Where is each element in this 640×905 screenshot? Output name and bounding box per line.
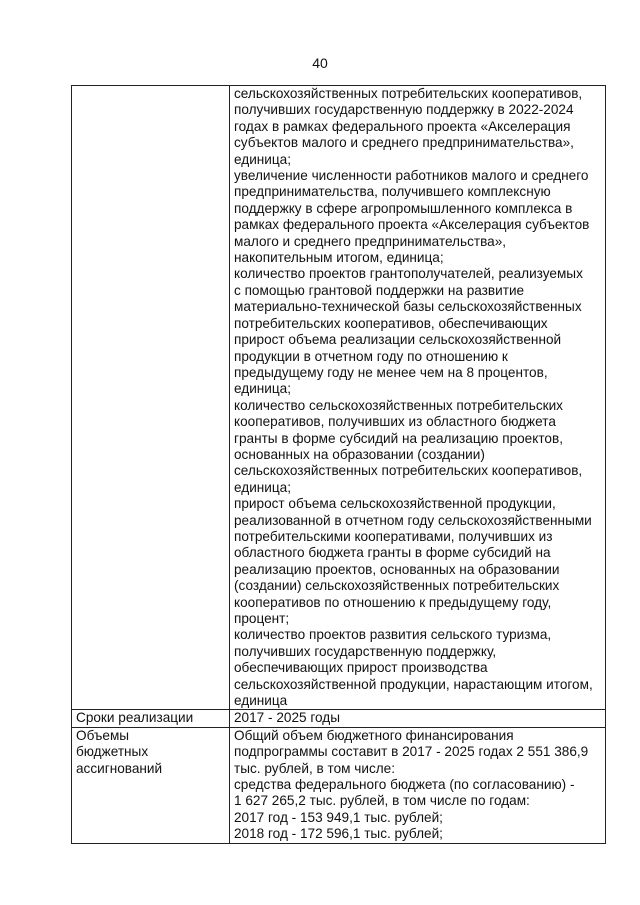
text-line: основанных на образовании (создании) xyxy=(234,446,485,462)
text-line: получивших государственную поддержку в 2022-2024 xyxy=(234,102,574,118)
table-row-indicators xyxy=(72,86,606,710)
text-line: прирост объема реализации сельскохозяйственной xyxy=(234,332,562,348)
text-line: сельскохозяйственных потребительских кооперативов, xyxy=(234,463,583,479)
row-value-cell xyxy=(230,727,606,843)
text-line: предпринимательства, получившего комплексную xyxy=(234,184,551,200)
text-line: малого и среднего предпринимательства», xyxy=(234,233,507,249)
text-line: продукции в отчетном году по отношению к xyxy=(234,348,508,364)
text-line: (создании) сельскохозяйственных потребительских xyxy=(234,578,560,594)
text-line: 1 627 265,2 тыс. рублей, в том числе по годам: xyxy=(234,793,530,809)
text-line: предыдущему году не менее чем на 8 процентов, xyxy=(234,364,548,380)
row-label-cell xyxy=(72,727,230,843)
text-line: тыс. рублей, в том числе: xyxy=(234,760,396,776)
text-line: ассигнований xyxy=(76,760,163,776)
text-line: получивших государственную поддержку, xyxy=(234,643,497,659)
text-line: единица; xyxy=(234,381,292,397)
text-line: увеличение численности работников малого и среднего xyxy=(234,168,589,184)
subprogram-passport-table xyxy=(71,85,606,844)
text-line: бюджетных xyxy=(76,744,149,760)
text-line: материально-технической базы сельскохозяйственных xyxy=(234,299,582,315)
text-line: единица; xyxy=(234,479,292,495)
text-line: количество проектов грантополучателей, реализуемых xyxy=(234,266,583,282)
text-line: количество проектов развития сельского туризма, xyxy=(234,627,552,643)
text-line: 2018 год - 172 596,1 тыс. рублей; xyxy=(234,826,443,842)
text-line: потребительскими кооперативами, получивших из xyxy=(234,528,553,544)
text-line: реализацию проектов, основанных на образовании xyxy=(234,561,560,577)
text-line: единица xyxy=(234,693,288,709)
text-line: подпрограммы составит в 2017 - 2025 годах 2 551 386,9 xyxy=(234,744,589,760)
text-line: кооперативов, получивших из областного бюджета xyxy=(234,414,556,430)
text-line: единица; xyxy=(234,151,292,167)
text-line: средства федерального бюджета (по согласованию) - xyxy=(234,777,575,793)
text-line: реализованной в отчетном году сельскохозяйственными xyxy=(234,512,592,528)
text-line: областного бюджета гранты в форме субсидий на xyxy=(234,545,551,561)
text-line: рамках федерального проекта «Акселерация субъектов xyxy=(234,217,590,233)
row-label-cell xyxy=(72,710,230,727)
text-line: субъектов малого и среднего предпринимательства», xyxy=(234,135,574,151)
text-line: 2017 год - 153 949,1 тыс. рублей; xyxy=(234,809,443,825)
row-value-cell xyxy=(230,710,606,727)
text-line: количество сельскохозяйственных потребительских xyxy=(234,397,563,413)
table-row-implementation-period xyxy=(72,710,606,727)
row-value-cell xyxy=(230,86,606,710)
row-label-cell xyxy=(72,86,230,710)
page-number: 40 xyxy=(312,55,328,71)
text-line: сельскохозяйственных потребительских кооперативов, xyxy=(234,86,583,101)
text-line: годах в рамках федерального проекта «Акселерация xyxy=(234,118,571,134)
text-line: Сроки реализации xyxy=(76,710,194,726)
text-line: накопительным итогом, единица; xyxy=(234,250,444,266)
text-line: гранты в форме субсидий на реализацию проектов, xyxy=(234,430,563,446)
text-line: поддержку в сфере агропромышленного комплекса в xyxy=(234,200,573,216)
text-line: потребительских кооперативов, обеспечивающих xyxy=(234,315,548,331)
text-line: Общий объем бюджетного финансирования xyxy=(234,727,514,743)
text-line: 2017 - 2025 годы xyxy=(234,710,340,726)
table-row-budget-allocations xyxy=(72,727,606,843)
text-line: прирост объема сельскохозяйственной продукции, xyxy=(234,496,556,512)
text-line: процент; xyxy=(234,611,290,626)
text-line: Объемы xyxy=(76,727,130,743)
text-line: сельскохозяйственной продукции, нарастающим итогом, xyxy=(234,676,593,692)
text-line: обеспечивающих прирост производства xyxy=(234,660,488,676)
text-line: с помощью грантовой поддержки на развитие xyxy=(234,282,525,298)
text-line: кооперативов по отношению к предыдущему году, xyxy=(234,594,552,610)
